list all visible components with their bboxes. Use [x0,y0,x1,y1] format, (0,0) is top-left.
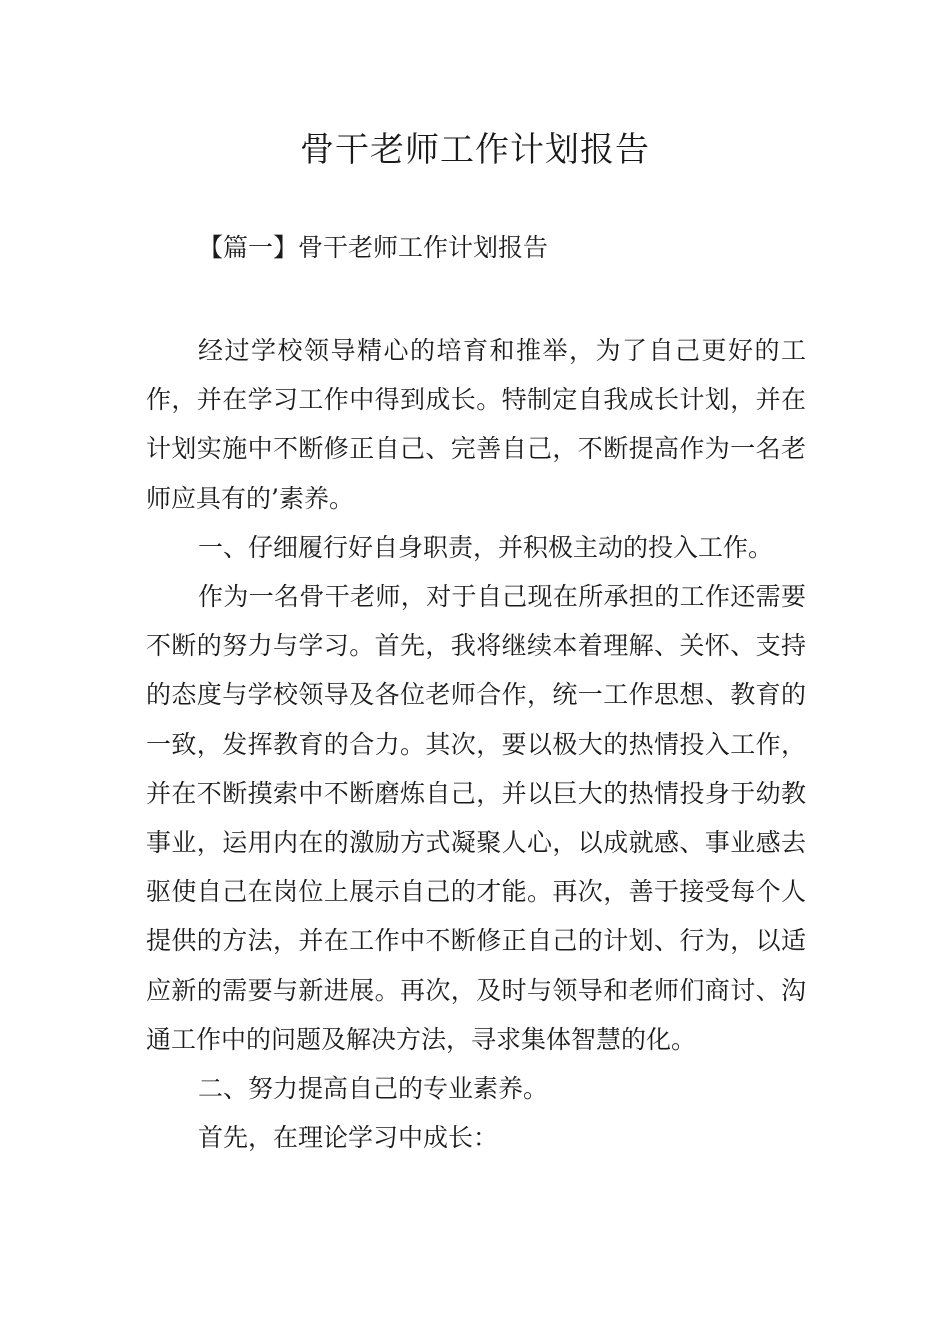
paragraph-point-one-heading: 一、仔细履行好自身职责，并积极主动的投入工作。 [198,532,774,562]
document-title: 骨干老师工作计划报告 [300,130,650,170]
document-body [146,326,806,1162]
paragraph-point-two-first: 首先，在理论学习中成长： [198,1123,499,1153]
paragraph-point-two-heading: 二、努力提高自己的专业素养。 [198,1074,549,1104]
section-heading: 【篇一】骨干老师工作计划报告 [198,233,549,262]
paragraph-point-one-body: 作为一名骨干老师，对于自己现在所承担的工作还需要不断的努力与学习。首先，我将继续本着理解、关怀、支持的态度与学校领导及各位老师合作，统一工作思想、教育的一致，发挥教育的合力。其次，要以极大的热情投入工作，并在不断摸索中不断磨炼自己，并以巨大的热情投身于幼教事业，运用内在的激励方式凝聚人心，以成就感、事业感去驱使自己在岗位上展示自己的才能。再次，善于接受每个人提供的方法，并在工作中不断修正自己的计划、行为，以适应新的需要与新进展。再次，及时与领导和老师们商讨、沟通工作中的问题及解决方法，寻求集体智慧的化。 [146,582,806,1054]
paragraph-intro: 经过学校领导精心的培育和推举，为了自己更好的工作，并在学习工作中得到成长。特制定自我成长计划，并在计划实施中不断修正自己、完善自己，不断提高作为一名老师应具有的’素养。 [146,336,806,513]
